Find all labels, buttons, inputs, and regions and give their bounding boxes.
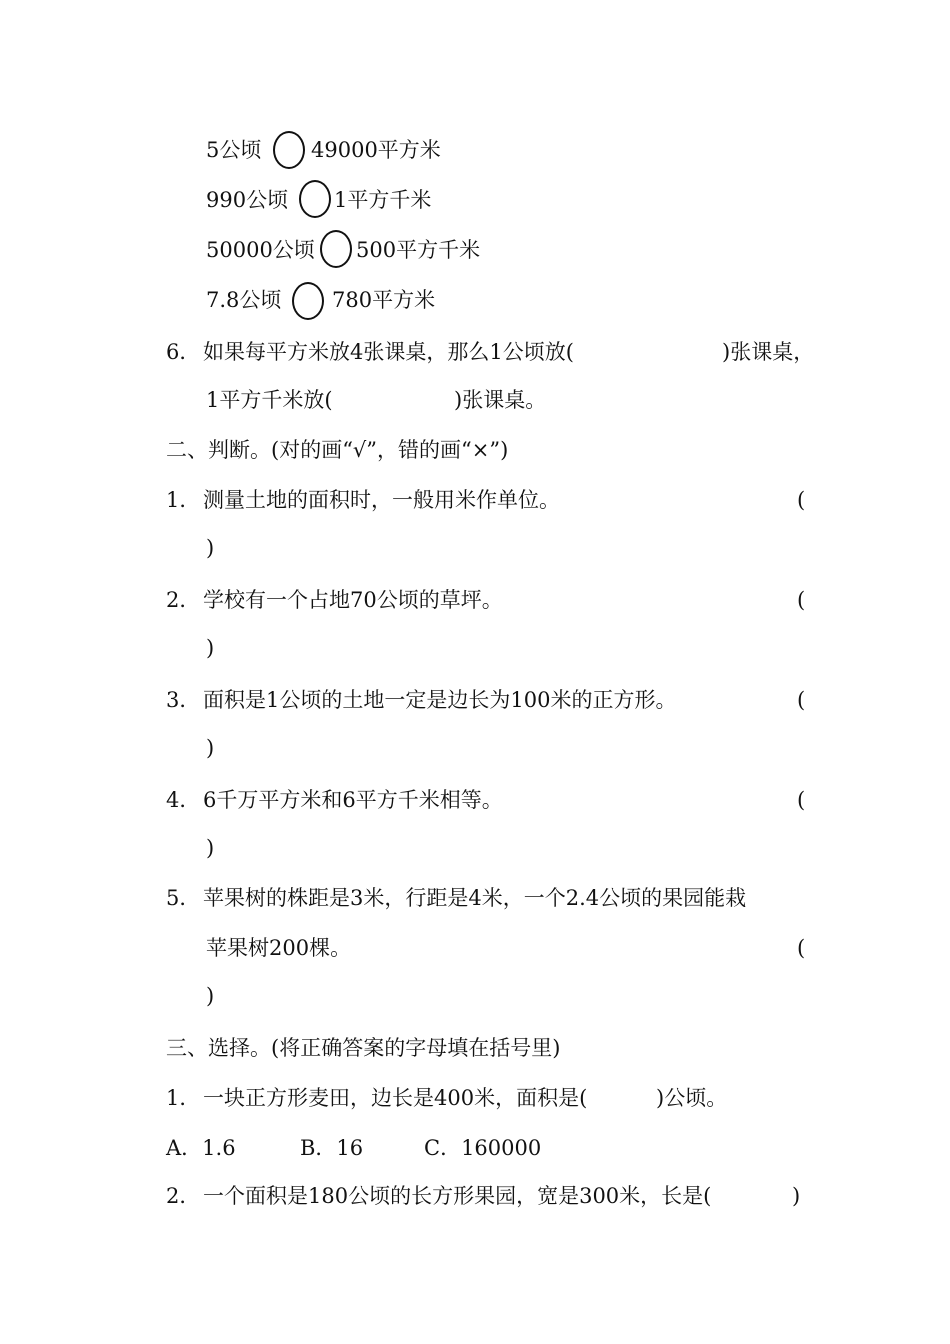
q6-number: 6． [166,340,201,364]
compare-right-3: 500平方千米 [356,238,481,262]
judge-3-number: 3． [166,688,201,712]
judge-1-text: 测量土地的面积时，一般用米作单位。 [203,488,560,512]
judge-3-open-paren[interactable]: ( [797,688,806,712]
judge-4-open-paren[interactable]: ( [797,788,806,812]
judge-3-close-paren: ) [206,736,215,760]
judge-5-text: 苹果树的株距是3米，行距是4米，一个2.4公顷的果园能栽 [203,886,747,910]
judge-4-number: 4． [166,788,201,812]
judge-1-number: 1． [166,488,201,512]
compare-blank-1[interactable] [273,131,305,169]
judge-4-close-paren: ) [206,836,215,860]
compare-left-2: 990公顷 [206,188,289,212]
compare-left-4: 7.8公顷 [206,288,282,312]
judge-5-close-paren: ) [206,984,215,1008]
compare-blank-4[interactable] [292,282,324,320]
q6-text-part2: )张课桌， [722,340,815,364]
compare-left-1: 5公顷 [206,138,262,162]
choice-1-text: 一块正方形麦田，边长是400米，面积是( [203,1086,588,1110]
choice-2-text: 一个面积是180公顷的长方形果园，宽是300米，长是( [203,1184,712,1208]
judge-2-close-paren: ) [206,636,215,660]
judge-5-open-paren[interactable]: ( [797,936,806,960]
judge-5-number: 5． [166,886,201,910]
choice-2-number: 2． [166,1184,201,1208]
judge-1-open-paren[interactable]: ( [797,488,806,512]
compare-left-3: 50000公顷 [206,238,315,262]
judge-2-number: 2． [166,588,201,612]
choice-1-text-end: )公顷。 [656,1086,728,1110]
compare-right-1: 49000平方米 [311,138,441,162]
choice-2-text-end: ) [792,1184,801,1208]
choice-1-option-b[interactable]: B．16 [300,1136,364,1160]
compare-right-4: 780平方米 [332,288,436,312]
judge-2-open-paren[interactable]: ( [797,588,806,612]
section2-title: 二、判断。(对的画“√”，错的画“×”) [166,438,509,462]
section3-title: 三、选择。(将正确答案的字母填在括号里) [166,1036,561,1060]
compare-right-2: 1平方千米 [334,188,432,212]
judge-1-close-paren: ) [206,536,215,560]
choice-1-option-c[interactable]: C．160000 [424,1136,542,1160]
judge-5-text-cont: 苹果树200棵。 [206,936,352,960]
choice-1-number: 1． [166,1086,201,1110]
q6-text-part1: 如果每平方米放4张课桌，那么1公顷放( [203,340,574,364]
judge-2-text: 学校有一个占地70公顷的草坪。 [203,588,503,612]
q6-text-part3: 1平方千米放( [206,388,333,412]
judge-4-text: 6千万平方米和6平方千米相等。 [203,788,503,812]
compare-blank-3[interactable] [320,230,352,268]
compare-blank-2[interactable] [299,180,331,218]
q6-text-part4: )张课桌。 [454,388,547,412]
choice-1-option-a[interactable]: A．1.6 [166,1136,236,1160]
judge-3-text: 面积是1公顷的土地一定是边长为100米的正方形。 [203,688,677,712]
